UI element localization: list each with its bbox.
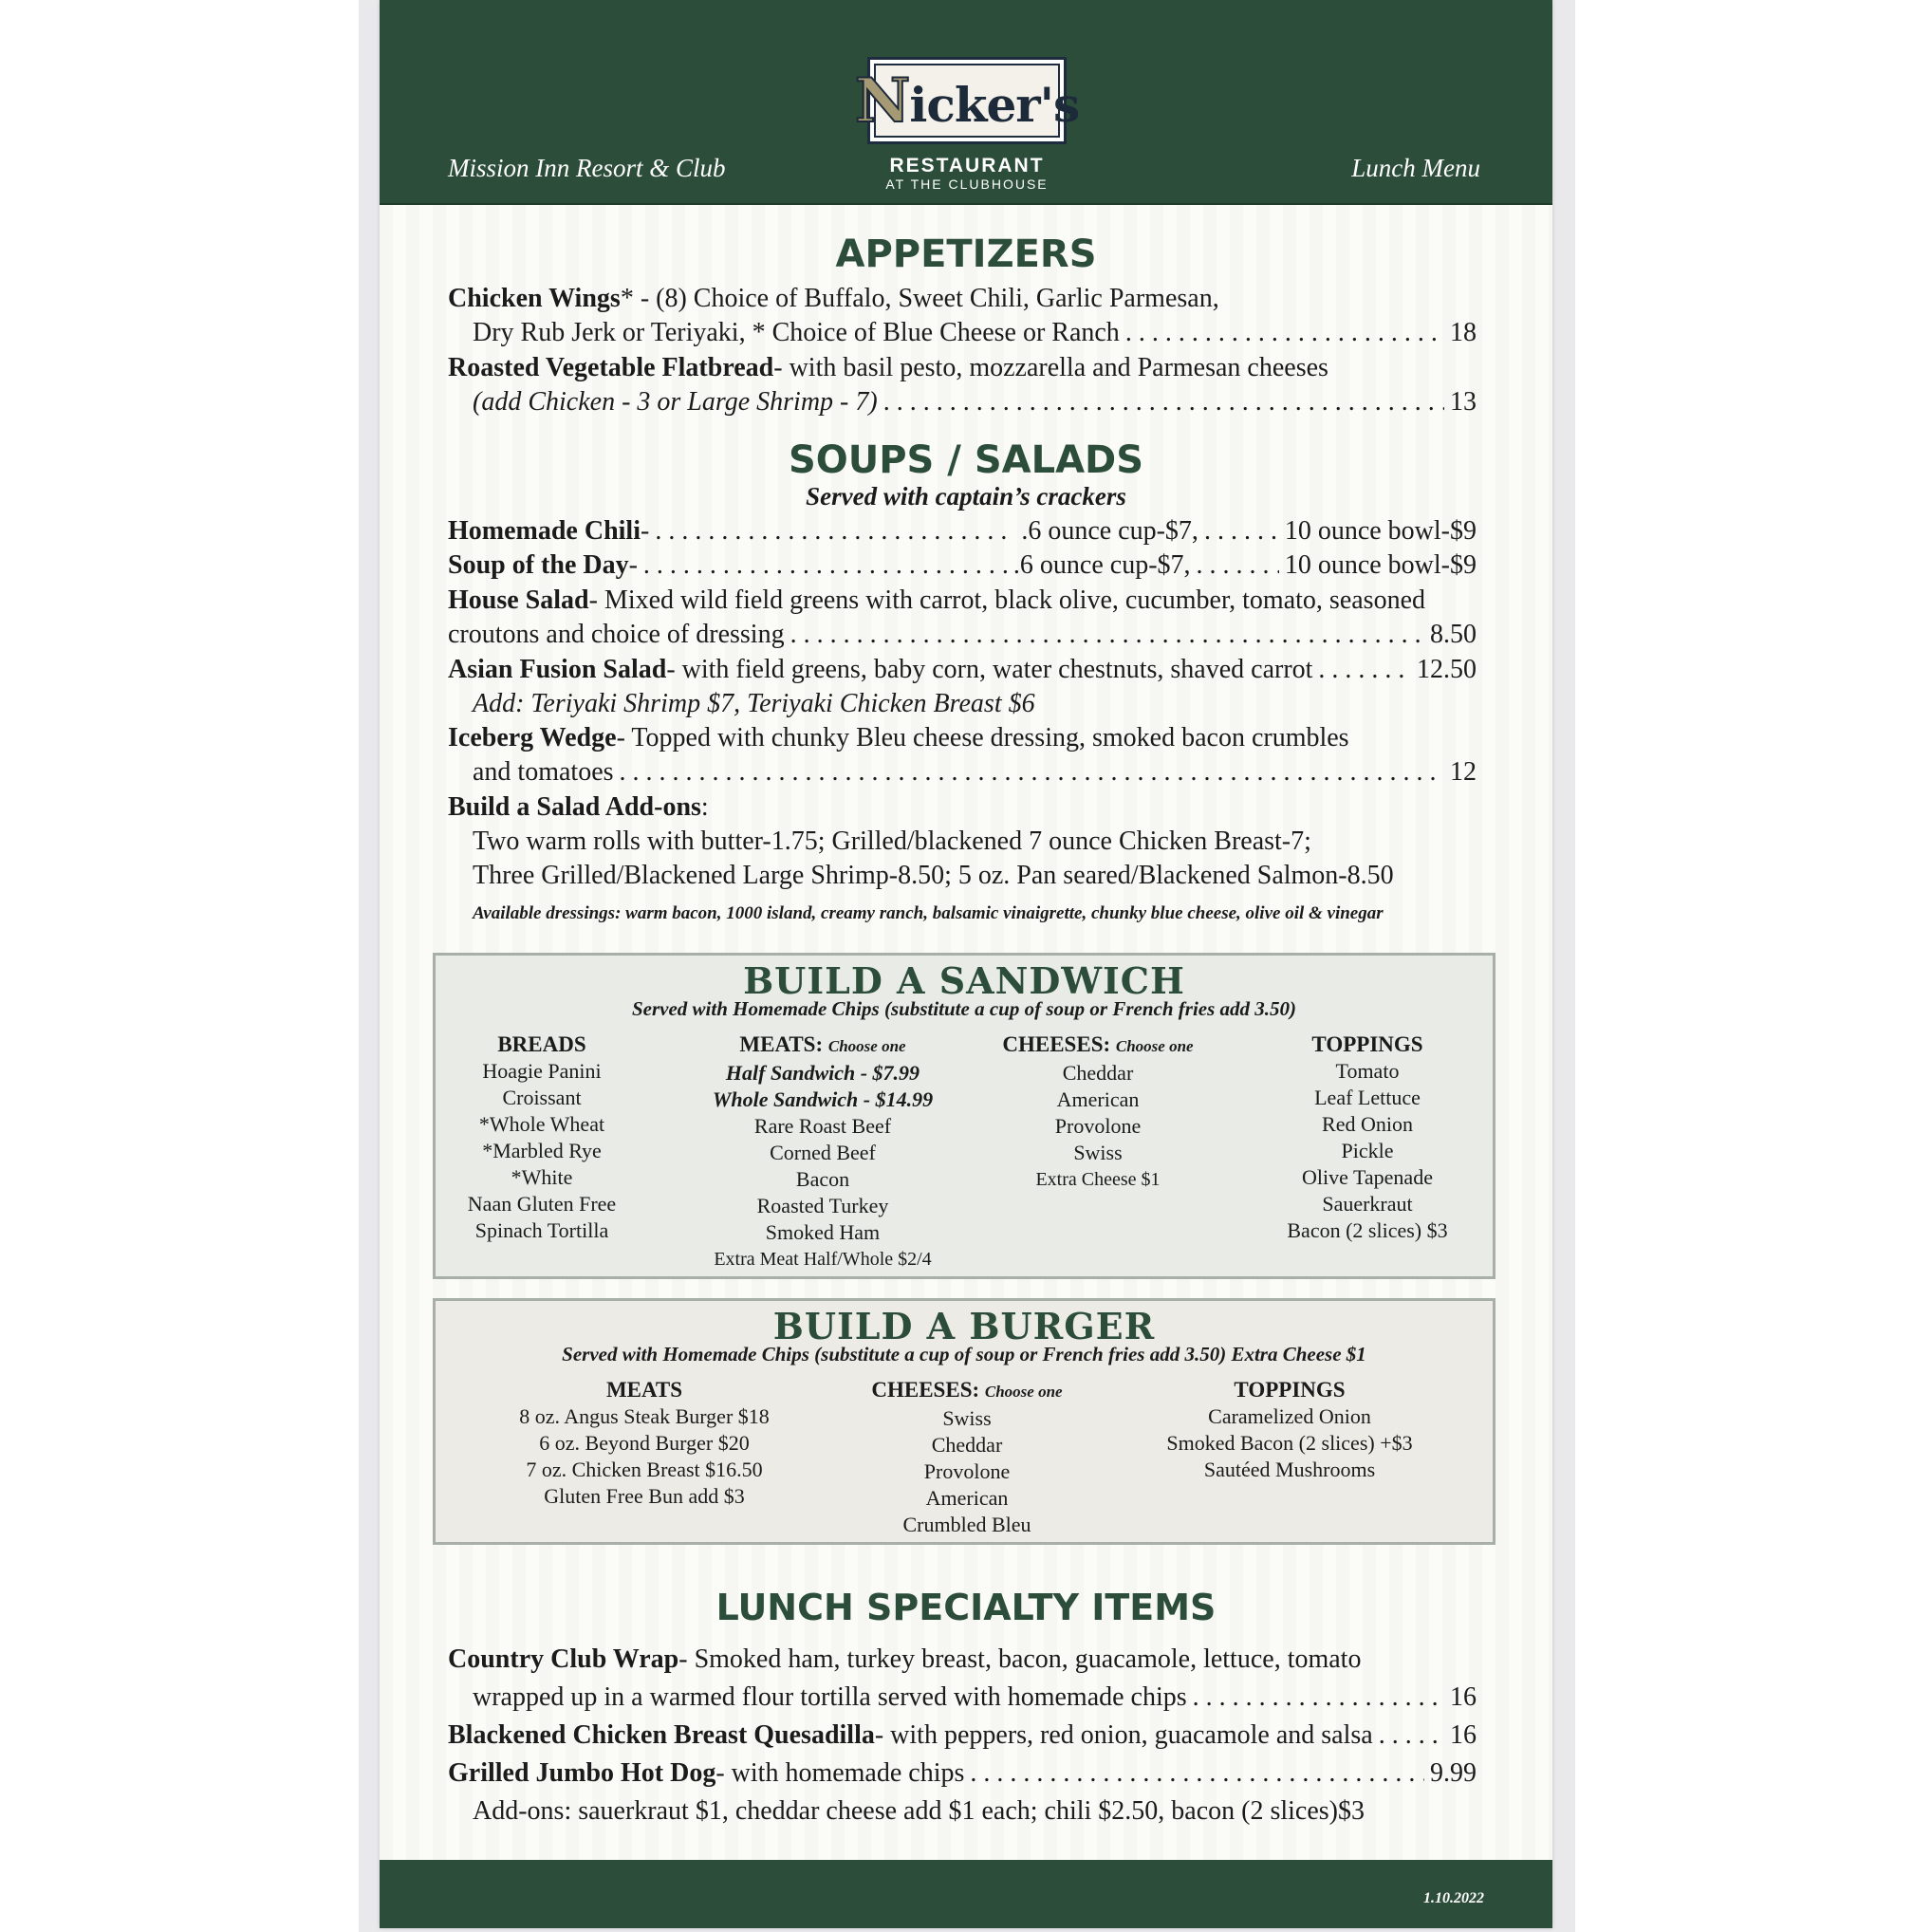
chicken-wings-line2 — [473, 317, 1477, 349]
item-price: 16 — [1450, 1720, 1477, 1750]
logo-frame — [854, 64, 1080, 138]
burger-cheese-item: Cheddar — [931, 1433, 1003, 1457]
burger-meats-column — [492, 1377, 796, 1510]
chicken-wings-line1 — [448, 283, 1477, 315]
burger-meat-item: 6 oz. Beyond Burger $20 — [539, 1431, 750, 1455]
meat-item: Roasted Turkey — [756, 1194, 889, 1217]
breads-header: BREADS — [497, 1032, 586, 1056]
asian-salad-addons — [473, 688, 1477, 720]
meat-item: Smoked Ham — [765, 1220, 881, 1244]
item-desc: Two warm rolls with butter-1.75; Grilled/blackened 7 ounce Chicken Breast-7; — [473, 827, 1311, 856]
item-name: Build a Salad Add-ons — [448, 792, 701, 822]
menu-header — [380, 0, 1552, 205]
burger-meat-item: Gluten Free Bun add $3 — [544, 1484, 745, 1508]
quesadilla-row — [448, 1719, 1477, 1752]
meats-column — [675, 1031, 971, 1273]
burger-topping-item: Smoked Bacon (2 slices) +$3 — [1166, 1431, 1413, 1455]
bread-item: Croissant — [502, 1086, 582, 1109]
cheese-item: Provolone — [1054, 1114, 1142, 1138]
flatbread-line2 — [473, 386, 1477, 418]
item-name: Grilled Jumbo Hot Dog — [448, 1758, 716, 1788]
choose-one-note: Choose one — [984, 1383, 1063, 1401]
asian-salad-row — [448, 654, 1477, 686]
item-addons: Add-ons: sauerkraut $1, cheddar cheese add $1 each; chili $2.50, bacon (2 slices)$3 — [473, 1796, 1365, 1826]
item-colon: : — [700, 792, 709, 822]
burger-meat-item: 7 oz. Chicken Breast $16.50 — [526, 1458, 763, 1481]
burger-meat-item: 8 oz. Angus Steak Burger $18 — [519, 1404, 770, 1428]
salad-addons-heading — [448, 791, 1477, 824]
burger-cheeses-header — [844, 1377, 1090, 1405]
iceberg-line1 — [448, 722, 1477, 754]
topping-item: Pickle — [1341, 1139, 1394, 1162]
meat-item: Corned Beef — [770, 1141, 876, 1164]
item-desc: (add Chicken - 3 or Large Shrimp - 7) — [473, 387, 878, 417]
wrap-line2 — [473, 1681, 1477, 1714]
menu-type: Lunch Menu — [1351, 154, 1480, 182]
bread-item: *Marbled Rye — [482, 1139, 602, 1162]
bowl-price: 10 ounce bowl-$9 — [1284, 550, 1477, 580]
salad-addons-line2 — [473, 860, 1477, 892]
bread-item: Naan Gluten Free — [467, 1192, 617, 1216]
meats-label: MEATS: — [739, 1032, 824, 1056]
house-salad-line1 — [448, 585, 1477, 617]
menu-date: 1.10.2022 — [1423, 1890, 1484, 1906]
restaurant-word: RESTAURANT — [889, 155, 1045, 176]
item-name: Roasted Vegetable Flatbread — [448, 353, 774, 382]
half-sandwich-price: Half Sandwich - $7.99 — [725, 1061, 920, 1085]
iceberg-line2 — [473, 756, 1477, 789]
cheese-item: American — [1056, 1087, 1140, 1111]
item-desc: - with peppers, red onion, guacamole and salsa — [874, 1720, 1373, 1750]
restaurant-label — [825, 156, 1109, 192]
choose-one-note: Choose one — [827, 1037, 906, 1055]
item-price: 12 — [1450, 757, 1477, 787]
cheeses-column — [975, 1031, 1221, 1193]
soups-title: SOUPS / SALADS — [788, 438, 1144, 482]
item-desc: Dry Rub Jerk or Teriyaki, * Choice of Blue Cheese or Ranch — [473, 318, 1120, 347]
menu-page — [380, 0, 1552, 1928]
item-name: Country Club Wrap — [448, 1644, 679, 1674]
item-desc: - with basil pesto, mozzarella and Parmesan cheeses — [773, 353, 1328, 382]
item-name: Asian Fusion Salad — [448, 655, 667, 684]
hotdog-addons — [473, 1795, 1477, 1828]
bread-item: Hoagie Panini — [482, 1059, 602, 1083]
item-desc: - Smoked ham, turkey breast, bacon, guacamole, lettuce, tomato — [678, 1644, 1362, 1674]
item-name: Soup of the Day — [448, 550, 629, 580]
sandwich-box — [433, 953, 1495, 1279]
resort-name: Mission Inn Resort & Club — [448, 154, 726, 182]
item-name: Homemade Chili — [448, 516, 641, 546]
appetizers-title: APPETIZERS — [835, 232, 1097, 276]
cheeses-header — [975, 1031, 1221, 1060]
item-price: 8.50 — [1430, 620, 1477, 649]
item-desc: croutons and choice of dressing — [448, 620, 785, 649]
chili-row — [448, 515, 1477, 548]
burger-topping-item: Caramelized Onion — [1208, 1404, 1371, 1428]
choose-one-note: Choose one — [1115, 1037, 1194, 1055]
dressings-note: Available dressings: warm bacon, 1000 island, creamy ranch, balsamic vinaigrette, chunky blue cheese, olive oil & vinegar — [473, 903, 1384, 923]
item-price: 16 — [1450, 1682, 1477, 1712]
burger-subtitle: Served with Homemade Chips (substitute a cup of soup or French fries add 3.50) Extra Cheese $1 — [562, 1343, 1366, 1365]
topping-item: Tomato — [1335, 1059, 1400, 1083]
item-desc: - Topped with chunky Bleu cheese dressing, smoked bacon crumbles — [616, 723, 1349, 752]
topping-item: Sauerkraut — [1322, 1192, 1413, 1216]
specialty-title: LUNCH SPECIALTY ITEMS — [715, 1587, 1217, 1628]
item-dash: - — [628, 550, 638, 580]
item-name: House Salad — [448, 585, 589, 615]
bread-item: *Whole Wheat — [478, 1112, 605, 1136]
burger-title: BUILD A BURGER — [772, 1305, 1156, 1347]
burger-box — [433, 1298, 1495, 1545]
bowl-price: 10 ounce bowl-$9 — [1284, 516, 1477, 546]
item-price: 12.50 — [1417, 655, 1477, 684]
item-desc: - with field greens, baby corn, water chestnuts, shaved carrot — [666, 655, 1313, 684]
sandwich-subtitle: Served with Homemade Chips (substitute a cup of soup or French fries add 3.50) — [631, 997, 1297, 1020]
toppings-column — [1244, 1031, 1491, 1244]
burger-cheese-item: American — [925, 1486, 1009, 1510]
cheese-item: Swiss — [1073, 1141, 1123, 1164]
topping-item: Bacon (2 slices) $3 — [1287, 1218, 1448, 1242]
sandwich-title: BUILD A SANDWICH — [743, 959, 1185, 1002]
toppings-header: TOPPINGS — [1311, 1032, 1423, 1056]
topping-item: Red Onion — [1322, 1112, 1413, 1136]
extra-meat: Extra Meat Half/Whole $2/4 — [714, 1249, 932, 1270]
item-desc: * - (8) Choice of Buffalo, Sweet Chili, Garlic Parmesan, — [620, 284, 1219, 313]
cup-price: .6 ounce cup-$7, — [1021, 516, 1198, 546]
burger-cheese-item: Crumbled Bleu — [902, 1513, 1031, 1536]
meat-item: Bacon — [795, 1167, 850, 1191]
item-price: 9.99 — [1430, 1758, 1477, 1788]
burger-topping-item: Sautéed Mushrooms — [1203, 1458, 1376, 1481]
topping-item: Leaf Lettuce — [1314, 1086, 1421, 1109]
burger-cheese-item: Swiss — [942, 1406, 992, 1430]
cup-price: .6 ounce cup-$7, — [1012, 550, 1191, 580]
burger-toppings-column — [1138, 1377, 1441, 1483]
flatbread-line1 — [448, 352, 1477, 384]
item-desc: wrapped up in a warmed flour tortilla served with homemade chips — [473, 1682, 1187, 1712]
item-name: Chicken Wings — [448, 284, 621, 313]
burger-toppings-header: TOPPINGS — [1234, 1378, 1346, 1402]
burger-cheeses-label: CHEESES: — [871, 1378, 980, 1402]
meat-item: Rare Roast Beef — [753, 1114, 892, 1138]
whole-sandwich-price: Whole Sandwich - $14.99 — [712, 1087, 934, 1111]
house-salad-line2 — [448, 619, 1477, 651]
clubhouse-word: AT THE CLUBHOUSE — [885, 176, 1049, 192]
bread-item: *White — [511, 1165, 573, 1189]
burger-cheese-item: Provolone — [923, 1459, 1011, 1483]
item-desc: - Mixed wild field greens with carrot, black olive, cucumber, tomato, seasoned — [588, 585, 1425, 615]
item-desc: - with homemade chips — [715, 1758, 965, 1788]
salad-addons-line1 — [473, 826, 1477, 858]
menu-footer — [380, 1860, 1552, 1928]
item-dash: - — [641, 516, 650, 546]
item-name: Iceberg Wedge — [448, 723, 617, 752]
item-addons: Add: Teriyaki Shrimp $7, Teriyaki Chicken Breast $6 — [473, 689, 1035, 718]
hotdog-row — [448, 1757, 1477, 1790]
item-price: 18 — [1450, 318, 1477, 347]
burger-cheeses-column — [844, 1377, 1090, 1538]
item-name: Blackened Chicken Breast Quesadilla — [448, 1720, 875, 1750]
wrap-line1 — [448, 1644, 1477, 1676]
extra-cheese: Extra Cheese $1 — [1035, 1169, 1161, 1190]
item-desc: and tomatoes — [473, 757, 614, 787]
nickers-logo — [854, 57, 1080, 144]
cheese-item: Cheddar — [1062, 1061, 1134, 1085]
topping-item: Olive Tapenade — [1302, 1165, 1433, 1189]
breads-column — [456, 1031, 627, 1244]
item-desc: Three Grilled/Blackened Large Shrimp-8.50; 5 oz. Pan seared/Blackened Salmon-8.50 — [473, 861, 1394, 890]
cheeses-label: CHEESES: — [1002, 1032, 1111, 1056]
item-price: 13 — [1450, 387, 1477, 417]
logo-wordmark: Nicker's — [854, 65, 1080, 137]
soup-of-day-row — [448, 549, 1477, 582]
soups-subtitle: Served with captain’s crackers — [806, 482, 1126, 511]
meats-header — [675, 1031, 971, 1060]
bread-item: Spinach Tortilla — [474, 1218, 609, 1242]
burger-meats-header: MEATS — [605, 1378, 683, 1402]
